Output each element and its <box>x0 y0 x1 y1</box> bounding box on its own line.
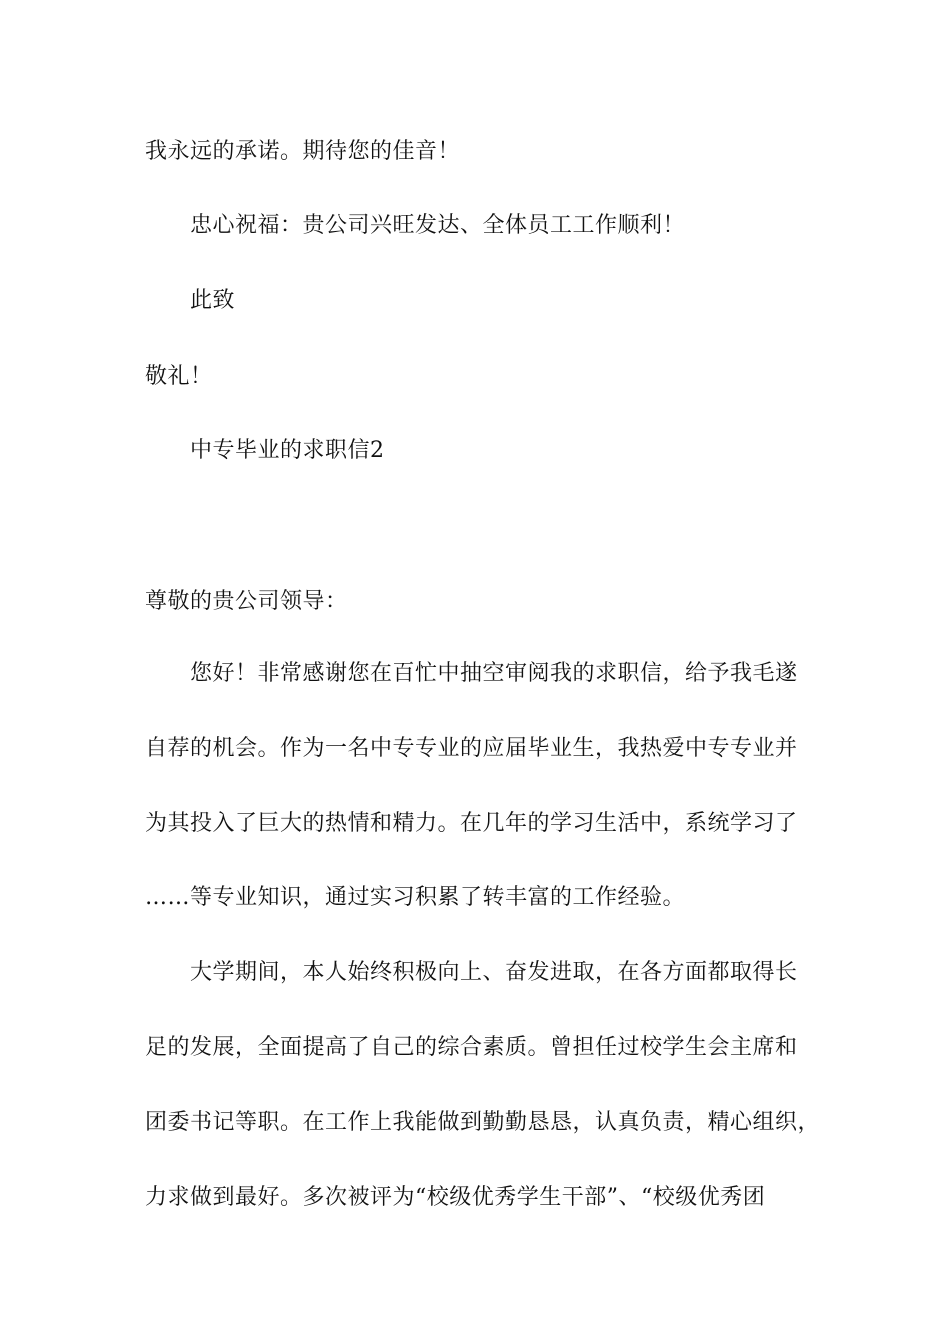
text-line: 为其投入了巨大的热情和精力。在几年的学习生活中，系统学习了 <box>145 811 798 836</box>
text-line: 大学期间，本人始终积极向上、奋发进取，在各方面都取得长 <box>190 960 798 985</box>
letter-greeting: 尊敬的贵公司领导： <box>145 589 348 614</box>
text-line: 忠心祝福：贵公司兴旺发达、全体员工工作顺利！ <box>190 213 686 238</box>
text-line: 我永远的承诺。期待您的佳音！ <box>145 139 461 164</box>
text-line: 力求做到最好。多次被评为“校级优秀学生干部”、“校级优秀团 <box>145 1185 766 1210</box>
text-line: 您好！非常感谢您在百忙中抽空审阅我的求职信，给予我毛遂 <box>190 661 798 686</box>
text-line: 此致 <box>190 288 236 313</box>
text-line: 自荐的机会。作为一名中专专业的应届毕业生，我热爱中专专业并 <box>145 736 798 761</box>
text-line: 团委书记等职。在工作上我能做到勤勤恳恳，认真负责，精心组织， <box>145 1110 821 1135</box>
text-line: 足的发展，全面提高了自己的综合素质。曾担任过校学生会主席和 <box>145 1035 798 1060</box>
closing-salutation: 敬礼！ <box>145 364 213 389</box>
section-heading: 中专毕业的求职信2 <box>190 438 385 463</box>
text-line: ……等专业知识，通过实习积累了转丰富的工作经验。 <box>145 885 686 910</box>
